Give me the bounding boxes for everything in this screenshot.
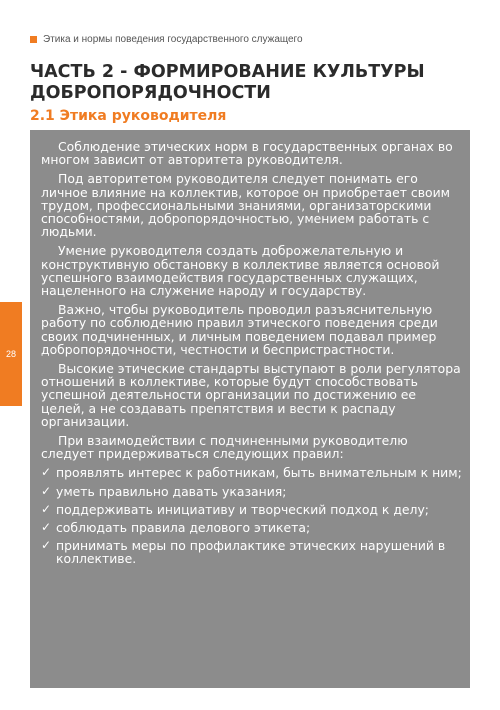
list-item-text: уметь правильно давать указания; <box>56 483 287 499</box>
running-header <box>30 34 303 45</box>
check-icon: ✓ <box>41 520 52 535</box>
page-number-tab <box>0 302 22 406</box>
running-header-text: Этика и нормы поведения государственного служащего <box>43 34 303 45</box>
list-item-text: поддерживать инициативу и творческий подход к делу; <box>56 501 429 517</box>
check-icon: ✓ <box>41 501 52 516</box>
list-item <box>41 485 462 498</box>
list-item-text: принимать меры по профилактике этических нарушений в коллективе. <box>56 538 446 567</box>
paragraph: Соблюдение этических норм в государственных органах во многом зависит от авторитета руководителя. <box>41 139 453 168</box>
paragraph: При взаимодействии с подчиненными руководителю следует придерживаться следующих правил: <box>41 433 408 462</box>
check-icon: ✓ <box>41 538 52 553</box>
paragraph: Высокие этические стандарты выступают в роли регулятора отношений в коллективе, которые будут способствовать успешной деятельности организации по достижению ее целей, а не создавать препятствия и вести к распаду организации. <box>41 361 461 429</box>
list-item-text: проявлять интерес к работникам, быть внимательным к ним; <box>56 465 462 481</box>
paragraph: Под авторитетом руководителя следует понимать его личное влияние на коллектив, которое он приобретает своим трудом, профессиональными знаниями, организаторскими способностями, добропорядочностью, умением работать с людьми. <box>41 171 450 240</box>
list-item-text: соблюдать правила делового этикета; <box>56 520 311 536</box>
list-item <box>41 521 462 534</box>
rules-list <box>41 466 462 565</box>
page-title: ЧАСТЬ 2 - ФОРМИРОВАНИЕ КУЛЬТУРЫ ДОБРОПОРЯДОЧНОСТИ <box>30 62 425 103</box>
paragraph: Умение руководителя создать доброжелательную и конструктивную обстановку в коллективе является основой успешного взаимодействия государственных служащих, нацеленного на служение народу и государству. <box>41 243 440 299</box>
list-item <box>41 466 462 479</box>
section-title: 2.1 Этика руководителя <box>30 108 227 124</box>
page-number: 28 <box>5 349 16 359</box>
check-icon: ✓ <box>41 465 52 480</box>
list-item <box>41 503 462 516</box>
header-square-icon <box>30 36 37 43</box>
check-icon: ✓ <box>41 483 52 498</box>
content-box <box>30 130 470 688</box>
paragraph: Важно, чтобы руководитель проводил разъяснительную работу по соблюдению правил этического поведения среди своих подчиненных, и личным поведением подавал пример добропорядочности, честности и беспристрастности. <box>41 302 438 357</box>
list-item <box>41 539 462 565</box>
